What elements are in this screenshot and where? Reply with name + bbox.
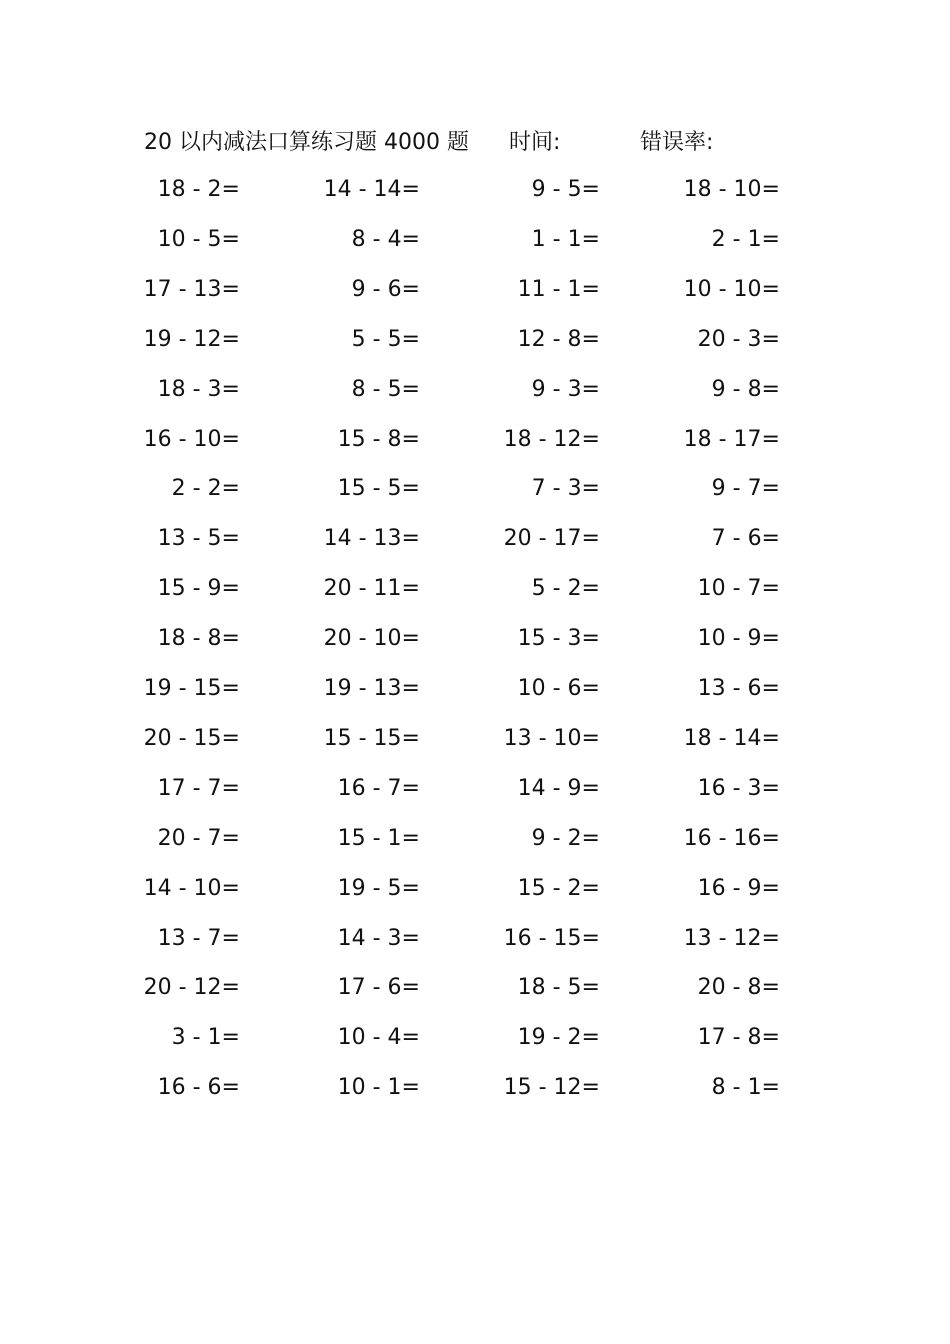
- subtraction-problem: 2 - 1=: [711, 226, 780, 252]
- subtraction-problem: 20 - 11=: [323, 576, 420, 602]
- subtraction-problem: 15 - 9=: [157, 576, 240, 602]
- subtraction-problem: 9 - 2=: [531, 825, 600, 851]
- problem-row: [0, 769, 950, 809]
- subtraction-problem: 15 - 12=: [503, 1075, 600, 1101]
- subtraction-problem: 16 - 3=: [697, 775, 780, 801]
- subtraction-problem: 18 - 17=: [683, 426, 780, 452]
- subtraction-problem: 10 - 10=: [683, 276, 780, 302]
- subtraction-problem: 18 - 2=: [157, 177, 240, 202]
- subtraction-problem: 19 - 12=: [143, 326, 240, 352]
- subtraction-problem: 17 - 7=: [157, 775, 240, 801]
- subtraction-problem: 14 - 9=: [517, 775, 600, 801]
- subtraction-problem: 15 - 5=: [337, 476, 420, 502]
- subtraction-problem: 13 - 12=: [683, 925, 780, 951]
- error-rate-label: 错误率:: [640, 130, 714, 155]
- problem-row: [0, 1018, 950, 1058]
- subtraction-problem: 9 - 3=: [531, 376, 600, 402]
- subtraction-problem: 20 - 17=: [503, 526, 600, 552]
- problem-grid: [0, 170, 950, 1110]
- problem-row: [0, 919, 950, 959]
- subtraction-problem: 12 - 8=: [517, 326, 600, 352]
- worksheet-title: 20 以内减法口算练习题 4000 题: [144, 130, 469, 155]
- subtraction-problem: 10 - 1=: [337, 1075, 420, 1101]
- subtraction-problem: 20 - 3=: [697, 326, 780, 352]
- subtraction-problem: 15 - 3=: [517, 626, 600, 652]
- subtraction-problem: 13 - 7=: [157, 925, 240, 951]
- subtraction-problem: 20 - 8=: [697, 975, 780, 1001]
- subtraction-problem: 8 - 1=: [711, 1075, 780, 1101]
- subtraction-problem: 19 - 15=: [143, 676, 240, 701]
- subtraction-problem: 9 - 5=: [531, 177, 600, 202]
- subtraction-problem: 8 - 4=: [351, 226, 420, 252]
- subtraction-problem: 19 - 5=: [337, 875, 420, 901]
- subtraction-problem: 7 - 6=: [711, 526, 780, 552]
- problem-row: [0, 619, 950, 659]
- subtraction-problem: 9 - 8=: [711, 376, 780, 402]
- subtraction-problem: 16 - 16=: [683, 825, 780, 851]
- subtraction-problem: 18 - 14=: [683, 725, 780, 751]
- problem-row: [0, 270, 950, 310]
- subtraction-problem: 3 - 1=: [171, 1025, 240, 1051]
- subtraction-problem: 7 - 3=: [531, 476, 600, 502]
- subtraction-problem: 11 - 1=: [517, 276, 600, 302]
- problem-row: [0, 469, 950, 509]
- subtraction-problem: 10 - 6=: [517, 676, 600, 701]
- subtraction-problem: 16 - 10=: [143, 426, 240, 452]
- problem-row: [0, 669, 950, 709]
- subtraction-problem: 9 - 6=: [351, 276, 420, 302]
- subtraction-problem: 10 - 7=: [697, 576, 780, 602]
- subtraction-problem: 17 - 8=: [697, 1025, 780, 1051]
- subtraction-problem: 20 - 10=: [323, 626, 420, 652]
- subtraction-problem: 10 - 5=: [157, 226, 240, 252]
- subtraction-problem: 18 - 3=: [157, 376, 240, 402]
- problem-row: [0, 1068, 950, 1108]
- subtraction-problem: 14 - 14=: [323, 177, 420, 202]
- subtraction-problem: 9 - 7=: [711, 476, 780, 502]
- subtraction-problem: 13 - 10=: [503, 725, 600, 751]
- subtraction-problem: 17 - 6=: [337, 975, 420, 1001]
- subtraction-problem: 16 - 7=: [337, 775, 420, 801]
- problem-row: [0, 719, 950, 759]
- subtraction-problem: 13 - 6=: [697, 676, 780, 701]
- subtraction-problem: 15 - 8=: [337, 426, 420, 452]
- subtraction-problem: 15 - 1=: [337, 825, 420, 851]
- subtraction-problem: 20 - 7=: [157, 825, 240, 851]
- subtraction-problem: 10 - 9=: [697, 626, 780, 652]
- problem-row: [0, 819, 950, 859]
- subtraction-problem: 18 - 8=: [157, 626, 240, 652]
- subtraction-problem: 14 - 13=: [323, 526, 420, 552]
- problem-row: [0, 569, 950, 609]
- problem-row: [0, 968, 950, 1008]
- problem-row: [0, 320, 950, 360]
- problem-row: [0, 869, 950, 909]
- subtraction-problem: 2 - 2=: [171, 476, 240, 502]
- time-label: 时间:: [509, 130, 561, 155]
- subtraction-problem: 1 - 1=: [531, 226, 600, 252]
- subtraction-problem: 19 - 13=: [323, 676, 420, 701]
- problem-row: [0, 420, 950, 460]
- subtraction-problem: 19 - 2=: [517, 1025, 600, 1051]
- subtraction-problem: 16 - 9=: [697, 875, 780, 901]
- subtraction-problem: 20 - 15=: [143, 725, 240, 751]
- problem-row: [0, 220, 950, 260]
- subtraction-problem: 13 - 5=: [157, 526, 240, 552]
- subtraction-problem: 18 - 12=: [503, 426, 600, 452]
- problem-row: [0, 519, 950, 559]
- subtraction-problem: 14 - 3=: [337, 925, 420, 951]
- subtraction-problem: 5 - 2=: [531, 576, 600, 602]
- subtraction-problem: 8 - 5=: [351, 376, 420, 402]
- subtraction-problem: 16 - 6=: [157, 1075, 240, 1101]
- subtraction-problem: 18 - 5=: [517, 975, 600, 1001]
- problem-row: [0, 370, 950, 410]
- subtraction-problem: 15 - 2=: [517, 875, 600, 901]
- worksheet-header: [0, 126, 950, 160]
- subtraction-problem: 5 - 5=: [351, 326, 420, 352]
- subtraction-problem: 18 - 10=: [683, 177, 780, 202]
- subtraction-problem: 17 - 13=: [143, 276, 240, 302]
- subtraction-problem: 15 - 15=: [323, 725, 420, 751]
- subtraction-problem: 14 - 10=: [143, 875, 240, 901]
- subtraction-problem: 20 - 12=: [143, 975, 240, 1001]
- subtraction-problem: 10 - 4=: [337, 1025, 420, 1051]
- subtraction-problem: 16 - 15=: [503, 925, 600, 951]
- problem-row: [0, 170, 950, 210]
